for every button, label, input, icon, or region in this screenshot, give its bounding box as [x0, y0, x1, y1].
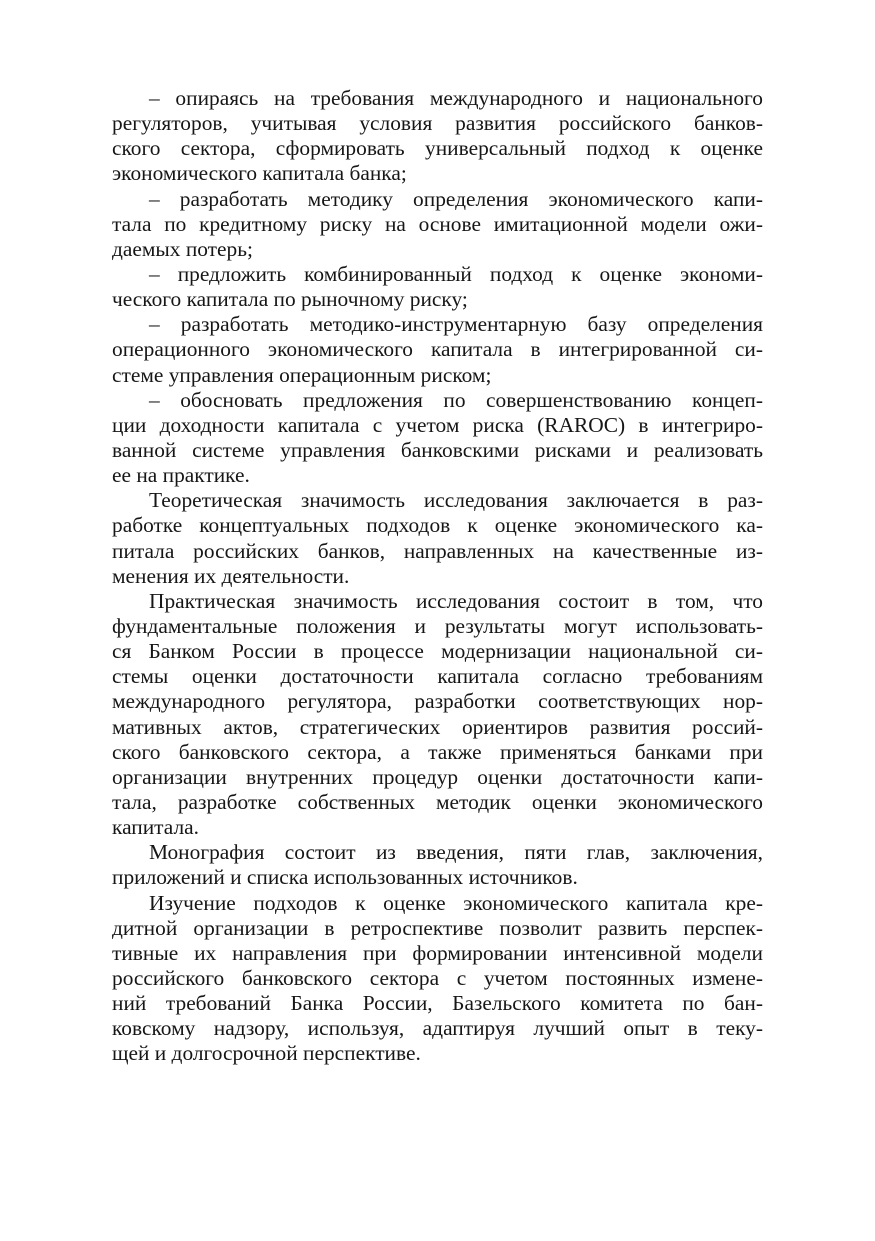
text-line: организации внутренних процедур оценки достаточности капи- — [112, 764, 763, 789]
text-line: стемы оценки достаточности капитала согласно требованиям — [112, 664, 763, 689]
text-line: ванной системе управления банковскими рисками и реализовать — [112, 437, 763, 462]
text-line: – разработать методику определения экономического капи- — [149, 186, 763, 211]
paragraph-practical-significance — [112, 589, 763, 840]
text-line: ции доходности капитала с учетом риска (RAROC) в интегриро- — [112, 412, 763, 437]
paragraph-list-item-1 — [112, 86, 763, 187]
text-line: Теоретическая значимость исследования заключается в раз- — [149, 488, 763, 513]
paragraph-study-approaches — [112, 891, 763, 1067]
text-line: ческого капитала по рыночному риску; — [112, 287, 468, 312]
text-line: – обосновать предложения по совершенствованию концеп- — [149, 387, 763, 412]
text-line: экономического капитала банка; — [112, 161, 407, 186]
text-line: работке концептуальных подходов к оценке экономического ка- — [112, 513, 763, 538]
text-line: тивные их направления при формировании интенсивной модели — [112, 940, 763, 965]
text-line: менения их деятельности. — [112, 563, 350, 588]
text-line: мативных актов, стратегических ориентиров развития россий- — [112, 714, 763, 739]
document-page — [112, 86, 763, 1066]
text-line: питала российских банков, направленных на качественные из- — [112, 538, 763, 563]
text-line: даемых потерь; — [112, 236, 253, 261]
text-line: регуляторов, учитывая условия развития российского банков- — [112, 111, 763, 136]
text-line: щей и долгосрочной перспективе. — [112, 1041, 421, 1066]
text-line: стеме управления операционным риском; — [112, 362, 492, 387]
text-line: Практическая значимость исследования состоит в том, что — [149, 588, 763, 613]
paragraph-list-item-5 — [112, 388, 763, 489]
text-line: ского сектора, сформировать универсальный подход к оценке — [112, 136, 763, 161]
text-line: дитной организации в ретроспективе позволит развить перспек- — [112, 915, 763, 940]
text-line: приложений и списка использованных источников. — [112, 865, 578, 890]
paragraph-list-item-3 — [112, 262, 763, 312]
text-line: операционного экономического капитала в интегрированной си- — [112, 337, 763, 362]
text-line: – разработать методико-инструментарную базу определения — [149, 312, 763, 337]
text-line: российского банковского сектора с учетом постоянных измене- — [112, 965, 763, 990]
text-line: ся Банком России в процессе модернизации национальной си- — [112, 639, 763, 664]
text-line: фундаментальные положения и результаты могут использовать- — [112, 613, 763, 638]
text-line: ского банковского сектора, а также применяться банками при — [112, 739, 763, 764]
text-line: ее на практике. — [112, 463, 250, 488]
text-line: ковскому надзору, используя, адаптируя лучший опыт в теку- — [112, 1016, 763, 1041]
text-line: тала, разработке собственных методик оценки экономического — [112, 789, 763, 814]
text-line: Изучение подходов к оценке экономического капитала кре- — [149, 890, 763, 915]
text-line: – предложить комбинированный подход к оценке экономи- — [149, 261, 763, 286]
text-line: капитала. — [112, 815, 199, 840]
paragraph-theoretical-significance — [112, 488, 763, 589]
text-line: ний требований Банка России, Базельского комитета по бан- — [112, 991, 763, 1016]
text-line: Монография состоит из введения, пяти глав, заключения, — [149, 840, 763, 865]
text-line: – опираясь на требования международного и национального — [149, 86, 763, 110]
text-line: международного регулятора, разработки соответствующих нор- — [112, 689, 763, 714]
text-line: тала по кредитному риску на основе имитационной модели ожи- — [112, 211, 763, 236]
paragraph-monograph-structure — [112, 840, 763, 890]
paragraph-list-item-4 — [112, 312, 763, 387]
paragraph-list-item-2 — [112, 187, 763, 262]
